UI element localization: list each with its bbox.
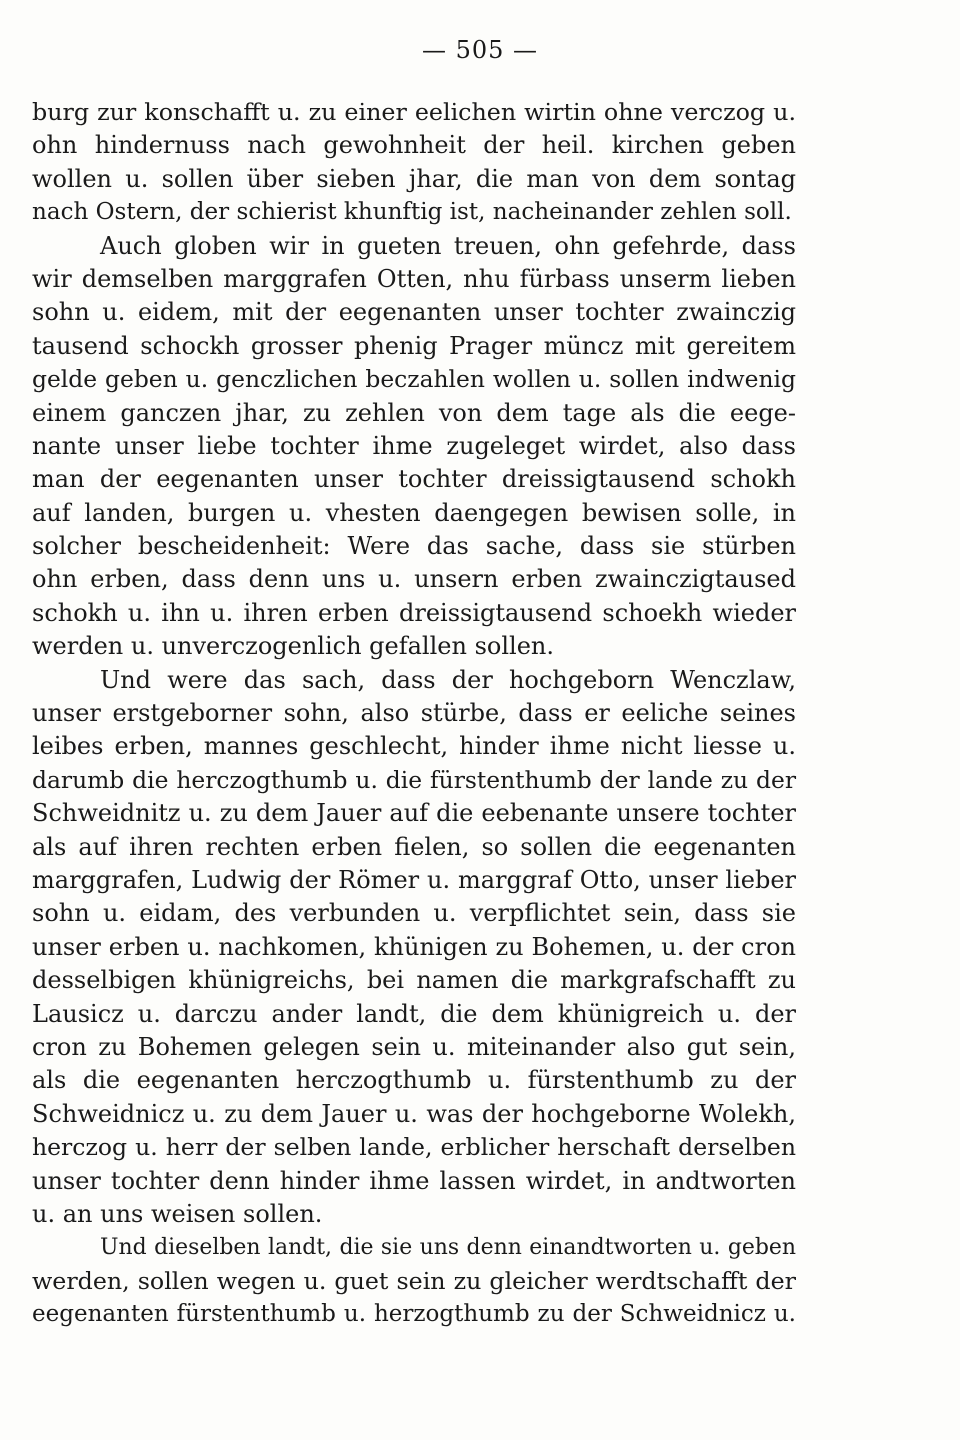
text-line: sohn u. eidem, mit der eegenanten unser tochter zwainczig [32, 298, 796, 327]
text-line: Und were das sach, dass der hochgeborn Wenczlaw, [100, 665, 796, 694]
text-line: u. an uns weisen sollen. [32, 1199, 323, 1228]
text-line: als die eegenanten herczogthumb u. fürstenthumb zu der [32, 1066, 796, 1095]
text-line: schokh u. ihn u. ihren erben dreissigtausend schoekh wieder [32, 598, 796, 627]
text-line: ohn hindernuss nach gewohnheit der heil. kirchen geben [32, 131, 796, 160]
text-line: burg zur konschafft u. zu einer eelichen wirtin ohne verczog u. [32, 98, 796, 126]
page-number: — 505 — [421, 36, 539, 64]
text-line: unser erben u. nachkomen, khünigen zu Bohemen, u. der cron [32, 932, 796, 961]
text-line: darumb die herczogthumb u. die fürstenthumb der lande zu der [32, 765, 796, 794]
text-line: herczog u. herr der selben lande, erblicher herschaft derselben [32, 1133, 796, 1162]
text-line: Lausicz u. darczu ander landt, die dem khünigreich u. der [32, 999, 796, 1028]
text-line: unser erstgeborner sohn, also stürbe, dass er eeliche seines [32, 699, 796, 728]
text-line: auf landen, burgen u. vhesten daengegen bewisen solle, in [32, 498, 796, 527]
text-line: sohn u. eidam, des verbunden u. verpflichtet sein, dass sie [32, 899, 796, 928]
text-line: werden, sollen wegen u. guet sein zu gleicher werdtschafft der [32, 1266, 796, 1295]
text-line: solcher bescheidenheit: Were das sache, dass sie stürben [32, 532, 796, 561]
text-line: nante unser liebe tochter ihme zugeleget wirdet, also dass [32, 431, 796, 460]
text-line: nach Ostern, der schierist khunftig ist, nacheinander zehlen soll. [32, 199, 792, 226]
text-line: als auf ihren rechten erben fielen, so sollen die eegenanten [32, 832, 796, 861]
text-line: eegenanten fürstenthumb u. herzogthumb zu der Schweidnicz u. [32, 1301, 796, 1328]
text-line: wir demselben marggrafen Otten, nhu fürbass unserm lieben [32, 264, 796, 293]
text-line: Schweidnitz u. zu dem Jauer auf die eebenante unsere tochter [32, 799, 796, 828]
text-line: man der eegenanten unser tochter dreissigtausend schokh [32, 465, 796, 494]
text-line: einem ganczen jhar, zu zehlen von dem tage als die eege- [32, 398, 796, 427]
text-line: Auch globen wir in gueten treuen, ohn gefehrde, dass [100, 231, 796, 260]
text-line: cron zu Bohemen gelegen sein u. miteinander also gut sein, [32, 1032, 796, 1061]
text-line: unser tochter denn hinder ihme lassen wirdet, in andtworten [32, 1166, 796, 1195]
text-line: desselbigen khünigreichs, bei namen die markgrafschafft zu [32, 966, 796, 995]
text-line: ohn erben, dass denn uns u. unsern erben zwainczigtaused [32, 565, 796, 594]
text-line: wollen u. sollen über sieben jhar, die man von dem sontag [32, 164, 796, 193]
text-line: tausend schockh grosser phenig Prager müncz mit gereitem [32, 331, 796, 360]
text-line: leibes erben, mannes geschlecht, hinder ihme nicht liesse u. [32, 732, 796, 761]
text-block [32, 96, 796, 1331]
text-line: Und dieselben landt, die sie uns denn einandtworten u. geben [100, 1235, 796, 1261]
text-line: Schweidnicz u. zu dem Jauer u. was der hochgeborne Wolekh, [32, 1099, 796, 1128]
text-line: gelde geben u. genczlichen beczahlen wollen u. sollen indwenig [32, 365, 796, 394]
text-line: werden u. unverczogenlich gefallen sollen. [32, 632, 554, 661]
text-line: marggrafen, Ludwig der Römer u. marggraf Otto, unser lieber [32, 865, 796, 894]
